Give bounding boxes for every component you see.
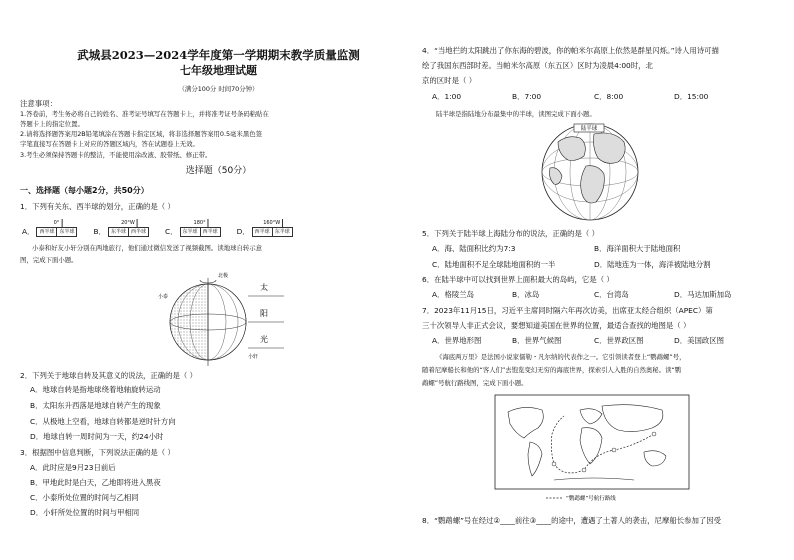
q7-option-a[interactable]: A．世界地形图 (432, 336, 482, 345)
q5-stem: 5．下列关于陆半球上海陆分布的说法，正确的是（ ） (422, 229, 600, 238)
q2-stem: 2．下列关于地球自转及其意义的说法，正确的是（ ） (20, 371, 198, 380)
q6-option-d[interactable]: D．马达加斯加岛 (674, 290, 732, 299)
q3-option-d[interactable]: D．小轩所处位置的时间与甲相同 (30, 508, 140, 517)
q6-option-b[interactable]: B．冰岛 (512, 290, 540, 299)
q3-option-a[interactable]: A．此时应是9月23日前后 (30, 463, 116, 472)
intro1-line1: 小泰和好友小轩分别在两地旅行，他们通过微信发送了视频截图。读地球自转示意 (32, 244, 263, 252)
note-line: 字笔直接写在答题卡上对应的答题区域内，答在试题卷上无效。 (20, 140, 199, 148)
q2-option-d[interactable]: D．地球自转一周时间为一天，约24小时 (30, 432, 164, 441)
exam-subtitle: 七年级地理试题 (180, 64, 257, 77)
intro3-line2: 随着尼摩船长和他的“客人们”去饱览变幻无穷的海底世界，探索引人入胜的自然奥秘。读“鹦 (422, 366, 682, 374)
q8-line: 8．“鹦鹉螺”号在经过②____前往③____的途中，遭遇了土著人的袭击，尼摩船长参加了因受 (422, 516, 722, 525)
q7-option-c[interactable]: C．世界政区图 (594, 336, 644, 345)
q4-line2: 绘了我国东西部时差。当帕米尔高原（东五区）区时为凌晨4:00时，北 (422, 61, 653, 70)
intro1-line2: 图，完成下面小题。 (20, 256, 78, 264)
day-side (208, 284, 246, 360)
q7-line2: 三十次领导人非正式会议，要想知道美国在世界的位置，最适合查找的地图是（ ） (422, 321, 691, 330)
q4-line1: 4．“当地拦的太阳跳出了你东海的碧波，你的帕米尔高原上依然是群星闪烁。”诗人用诗可描 (422, 46, 719, 55)
q5-option-b[interactable]: B．海洋面积大于陆地面积 (594, 244, 681, 253)
q3-option-b[interactable]: B．甲地此时是白天，乙地即将进入黑夜 (30, 478, 161, 487)
intro3-line1: 《海底两万里》是法国小说家儒勒・凡尔纳的代表作之一。它引领读者登上“鹦鹉螺”号， (436, 353, 686, 361)
q5-option-d[interactable]: D．陆地连为一体，海洋被陆地分割 (594, 260, 711, 269)
q1-option-c[interactable]: C． 180° 东半球 西半球 (165, 226, 221, 237)
sun-label-3: 光 (260, 335, 268, 344)
sun-label-1: 太 (260, 283, 268, 292)
route-point (612, 448, 616, 452)
q1-option-b[interactable]: B． 20°W 东半球 西半球 (93, 226, 149, 237)
exam-title: 武城县2023—2024学年度第一学期期末教学质量监测 (77, 48, 360, 62)
q4-option-a[interactable]: A．1:00 (432, 92, 462, 101)
route-point (652, 432, 656, 436)
note-line: 答题卡上的指定位置。 (20, 120, 84, 128)
sun-label-2: 阳 (260, 309, 268, 318)
q7-line1: 7．2023年11月15日，习近平主席同时隔六年再次访美，出席亚太经合组织（APEC）第 (422, 306, 713, 315)
q4-option-b[interactable]: B．7:00 (512, 92, 542, 101)
intro2: 陆半球是指陆地分布最集中的半球，读图完成下面小题。 (436, 110, 596, 118)
exam-meta: （满分100分 时间70分钟） (178, 85, 259, 93)
q1-option-d[interactable]: D． 160°W 西半球 东半球 (237, 226, 293, 237)
q5-option-a[interactable]: A．海、陆面积比约为7:3 (432, 244, 516, 253)
q6-option-a[interactable]: A．格陵兰岛 (432, 290, 475, 299)
north-pole-label: 北极 (218, 273, 229, 279)
land-hemisphere-figure (528, 120, 652, 224)
note-line: 2.请将选择题答案用2B铅笔填涂在答题卡指定区域，将非选择题答案用0.5毫米黑色签 (20, 130, 262, 138)
q1-option-a[interactable]: A． 0° 西半球 东半球 (22, 226, 77, 237)
q4-option-c[interactable]: C．8:00 (594, 92, 624, 101)
land-hemisphere-label: 陆半球 (580, 126, 598, 132)
q2-option-a[interactable]: A．地球自转是指地球绕着地轴旋转运动 (30, 385, 161, 394)
q3-option-c[interactable]: C．小泰所处位置的时间与乙相同 (30, 493, 139, 502)
q1-stem: 1．下列有关东、西半球的划分，正确的是（ ） (20, 202, 175, 211)
route-point (582, 468, 586, 472)
q6-option-c[interactable]: C．台湾岛 (594, 290, 629, 299)
section-title: 选择题（50分） (185, 166, 252, 176)
place-b-label: 小轩 (248, 354, 259, 360)
notes-heading: 注意事项： (20, 99, 57, 108)
part-heading: 一、选择题（每小题2分，共50分） (20, 186, 149, 195)
place-a-label: 小泰 (158, 294, 169, 300)
note-line: 3.考生必须保持答题卡的整洁，不能使用涂改液、胶带纸、修正带。 (20, 151, 212, 159)
q7-option-b[interactable]: B．世界气候图 (512, 336, 562, 345)
q4-line3: 京的区时是（ ） (422, 76, 477, 85)
route-point (552, 462, 556, 466)
nautilus-route-figure (494, 394, 690, 510)
q3-stem: 3．根据图中信息判断，下列说法正确的是（ ） (20, 448, 175, 457)
q2-option-c[interactable]: C．从极地上空看，地球自转都是逆时针方向 (30, 417, 176, 426)
q1-options (22, 219, 309, 237)
intro3-line3: 鹉螺”号航行路线图，完成下面小题。 (422, 379, 528, 387)
map-caption: “鹦鹉螺”号航行路线 (566, 496, 616, 502)
q4-option-d[interactable]: D．15:00 (674, 92, 709, 101)
note-line: 1.答卷前，考生务必将自己的姓名、准考证号填写在答题卡上，并将准考证号条码粘贴在 (20, 110, 269, 118)
q5-option-c[interactable]: C．陆地面积不足全球陆地面积的一半 (432, 260, 556, 269)
q2-option-b[interactable]: B．太阳东升西落是地球自转产生的现象 (30, 401, 161, 410)
earth-rotation-figure (156, 268, 286, 368)
q6-stem: 6．在陆半球中可以找到世界上面积最大的岛屿，它是（ ） (422, 275, 614, 284)
q7-option-d[interactable]: D．美国政区图 (674, 336, 725, 345)
